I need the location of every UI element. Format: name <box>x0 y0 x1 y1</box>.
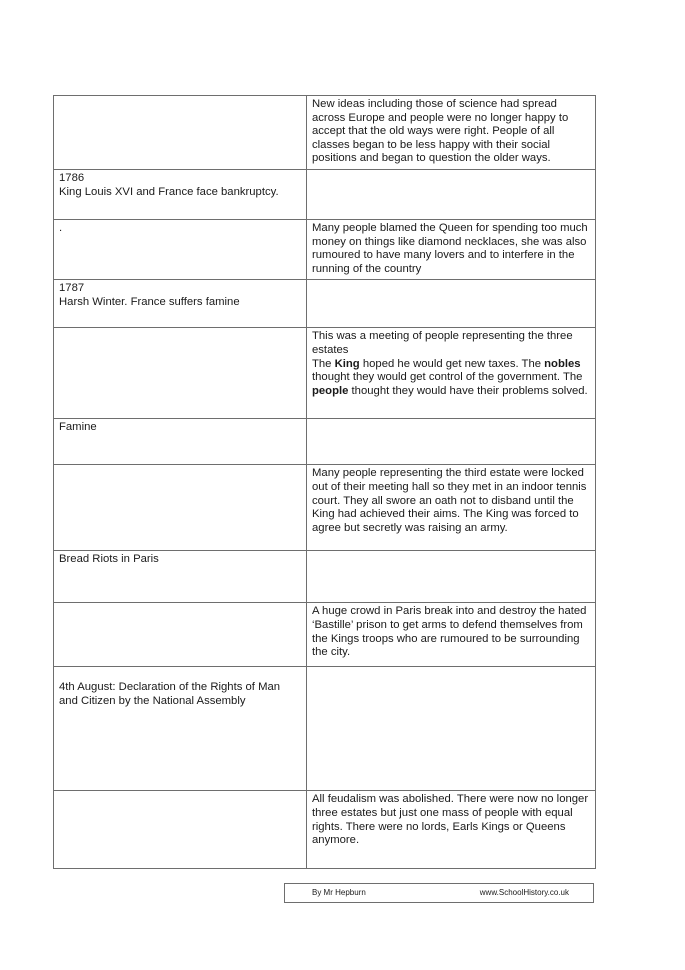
table-row <box>54 170 596 220</box>
explanation-cell <box>307 328 596 419</box>
explanation-text: Many people blamed the Queen for spending too much money on things like diamond necklaces, she was also rumoured to have many lovers and to interfere in the running of the country <box>312 222 588 275</box>
explanation-cell <box>307 603 596 667</box>
event-cell <box>54 170 307 220</box>
event-cell <box>54 280 307 328</box>
event-cell <box>54 551 307 603</box>
table-row <box>54 280 596 328</box>
table-row <box>54 465 596 551</box>
explanation-cell <box>307 667 596 791</box>
explanation-cell <box>307 220 596 280</box>
event-text: Harsh Winter. France suffers famine <box>59 295 240 308</box>
event-cell <box>54 220 307 280</box>
explanation-cell <box>307 280 596 328</box>
bold-term-king: King <box>334 357 360 370</box>
event-year: 1786 <box>59 172 85 184</box>
event-text: 4th August: Declaration of the Rights of Man and Citizen by the National Assembly <box>59 681 281 707</box>
footer-author: By Mr Hepburn <box>312 888 366 897</box>
explanation-text: New ideas including those of science had spread across Europe and people were no longer happy to accept that the old ways were right. People of all classes began to be less happy with their social positions and began to question the older ways. <box>312 98 569 165</box>
explanation-text: A huge crowd in Paris break into and destroy the hated ‘Bastille’ prison to get arms to defend themselves from the Kings troops who are rumoured to be surrounding the city. <box>312 605 587 659</box>
page-footer <box>284 883 594 903</box>
event-cell <box>54 667 307 791</box>
explanation-cell <box>307 465 596 551</box>
bold-term-people: people <box>312 384 349 397</box>
event-cell <box>54 603 307 667</box>
explanation-cell <box>307 551 596 603</box>
explanation-text: The King hoped he would get new taxes. The nobles thought they would get control of the government. The people thought they would have their problems solved. <box>312 357 588 397</box>
event-cell <box>54 328 307 419</box>
explanation-cell <box>307 791 596 869</box>
table-row <box>54 603 596 667</box>
explanation-text: Many people representing the third estate were locked out of their meeting hall so they met in an indoor tennis court. They all swore an oath not to disband until the King had achieved their aims. The King was forced to agree but secretly was raising an army. <box>312 467 587 534</box>
event-text: King Louis XVI and France face bankruptcy. <box>59 185 279 198</box>
table-row <box>54 791 596 869</box>
bold-term-nobles: nobles <box>544 357 581 370</box>
table-row <box>54 551 596 603</box>
table-row <box>54 667 596 791</box>
explanation-text: All feudalism was abolished. There were now no longer three estates but just one mass of people with equal rights. There were no lords, Earls Kings or Queens anymore. <box>312 793 589 847</box>
explanation-cell <box>307 419 596 465</box>
event-cell <box>54 791 307 869</box>
footer-website: www.SchoolHistory.co.uk <box>479 888 569 897</box>
table-row <box>54 96 596 170</box>
event-text: Famine <box>59 421 97 434</box>
table-row <box>54 419 596 465</box>
event-cell <box>54 96 307 170</box>
explanation-text: This was a meeting of people representing the three estates <box>312 330 573 356</box>
event-text: Bread Riots in Paris <box>59 553 159 566</box>
event-text: . <box>59 222 63 234</box>
timeline-sheet <box>53 95 595 869</box>
event-year: 1787 <box>59 282 85 295</box>
timeline-table <box>53 95 596 869</box>
table-row <box>54 220 596 280</box>
explanation-cell <box>307 170 596 220</box>
event-cell <box>54 419 307 465</box>
table-row <box>54 328 596 419</box>
event-cell <box>54 465 307 551</box>
explanation-cell <box>307 96 596 170</box>
